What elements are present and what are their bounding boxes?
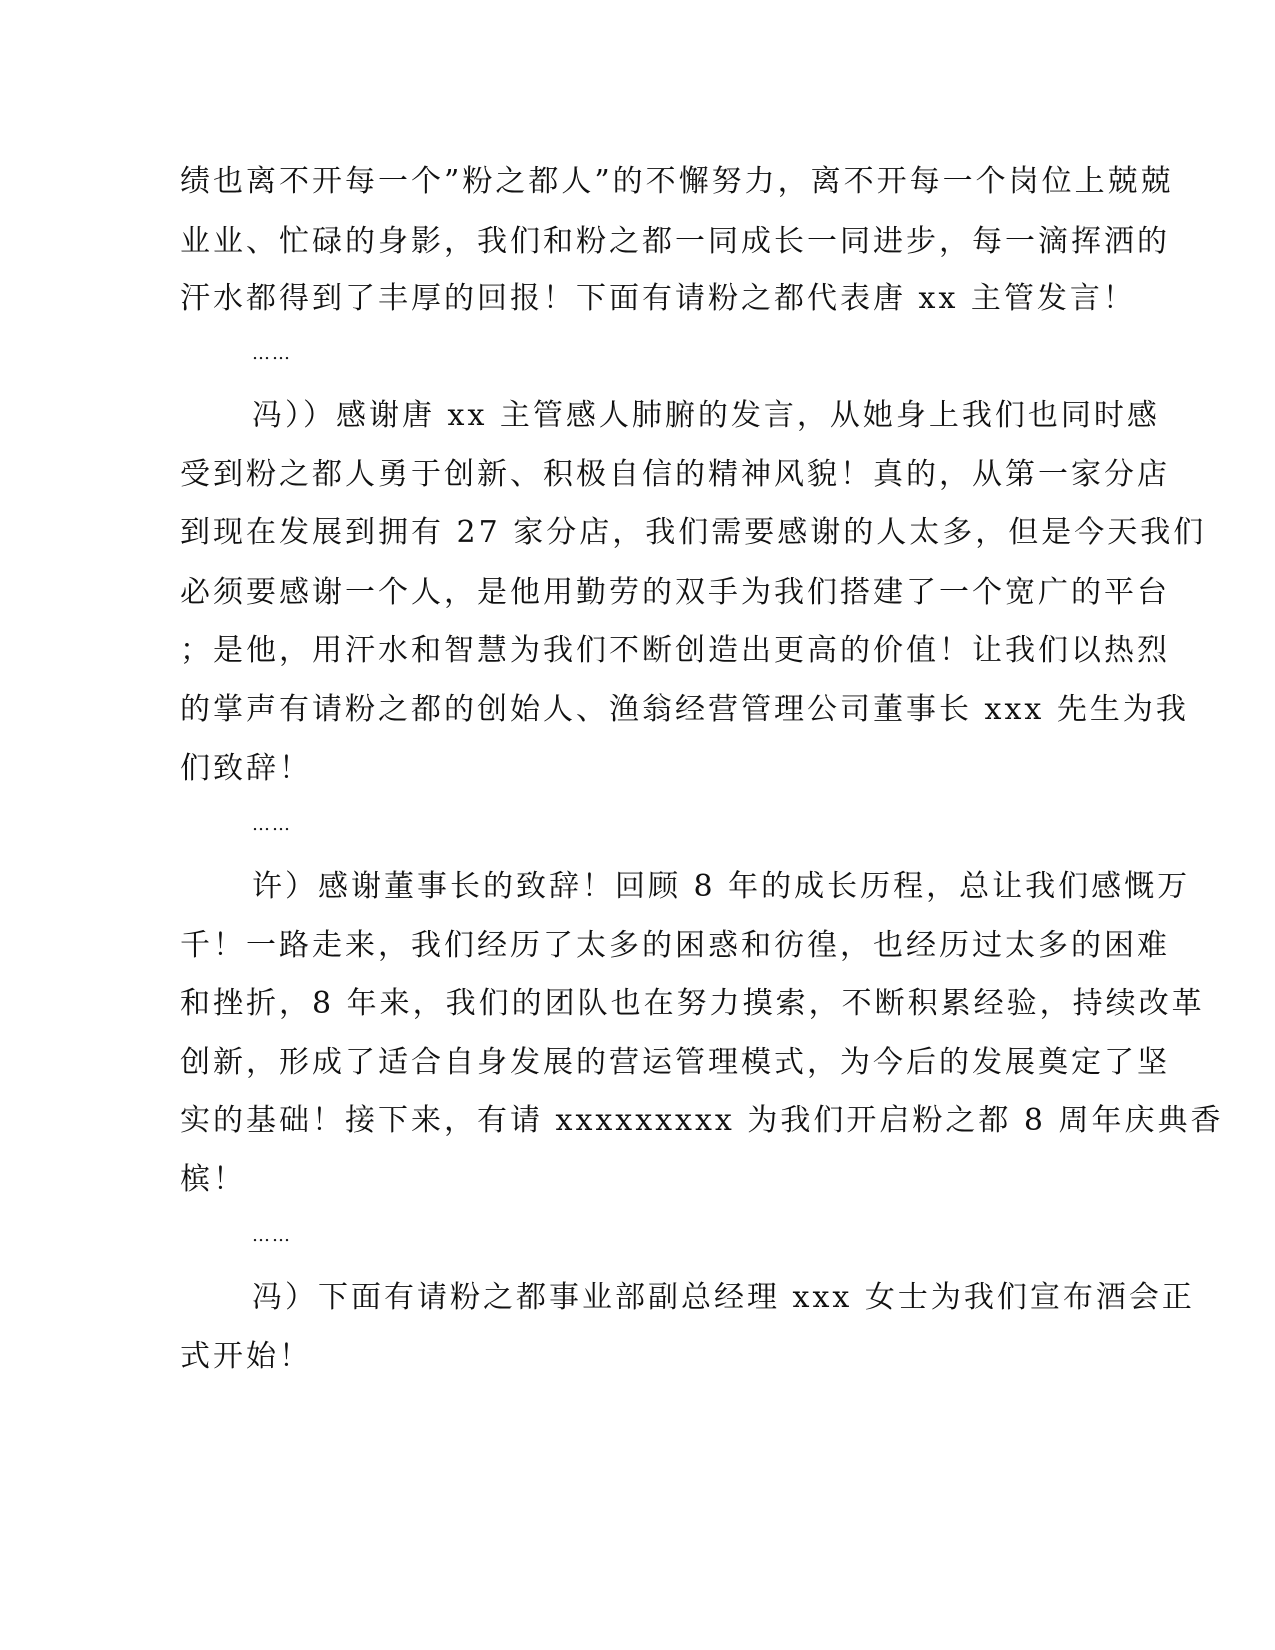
text-line: 业业、忙碌的身影，我们和粉之都一同成长一同进步，每一滴挥洒的	[180, 224, 1170, 259]
text-line: 式开始！	[180, 1339, 312, 1374]
paragraph-first-line: 冯）下面有请粉之都事业部副总经理 xxx 女士为我们宣布酒会正	[252, 1280, 1195, 1315]
text-line: 汗水都得到了丰厚的回报！下面有请粉之都代表唐 xx 主管发言！	[180, 281, 1136, 316]
ellipsis-separator: ……	[252, 814, 292, 835]
text-line: 绩也离不开每一个”粉之都人”的不懈努力，离不开每一个岗位上兢兢	[180, 164, 1174, 199]
ellipsis-separator: ……	[252, 1225, 292, 1246]
paragraph-first-line: 许）感谢董事长的致辞！回顾 8 年的成长历程，总让我们感慨万	[252, 869, 1191, 904]
ellipsis-separator: ……	[252, 343, 292, 364]
paragraph-first-line: 冯））感谢唐 xx 主管感人肺腑的发言，从她身上我们也同时感	[252, 398, 1160, 433]
text-line: 槟！	[180, 1162, 246, 1197]
text-line: 和挫折，8 年来，我们的团队也在努力摸索，不断积累经验，持续改革	[180, 986, 1205, 1021]
text-line: 千！一路走来，我们经历了太多的困惑和彷徨，也经历过太多的困难	[180, 928, 1170, 963]
text-line: 们致辞！	[180, 751, 312, 786]
text-line: 受到粉之都人勇于创新、积极自信的精神风貌！真的，从第一家分店	[180, 457, 1170, 492]
text-line: ；是他，用汗水和智慧为我们不断创造出更高的价值！让我们以热烈	[180, 633, 1170, 668]
text-line: 必须要感谢一个人，是他用勤劳的双手为我们搭建了一个宽广的平台	[180, 575, 1170, 610]
text-line: 到现在发展到拥有 27 家分店，我们需要感谢的人太多，但是今天我们	[180, 515, 1207, 550]
text-line: 实的基础！接下来，有请 xxxxxxxxx 为我们开启粉之都 8 周年庆典香	[180, 1103, 1224, 1138]
text-line: 的掌声有请粉之都的创始人、渔翁经营管理公司董事长 xxx 先生为我	[180, 692, 1189, 727]
text-line: 创新，形成了适合自身发展的营运管理模式，为今后的发展奠定了坚	[180, 1045, 1170, 1080]
